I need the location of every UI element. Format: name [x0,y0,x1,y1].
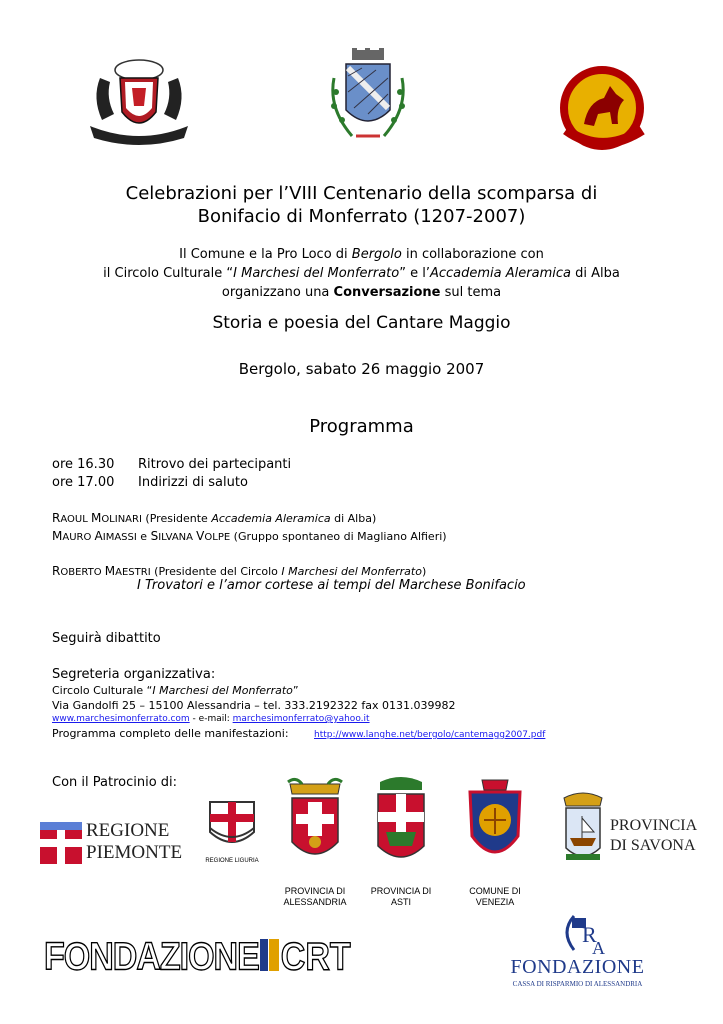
venezia-lion-icon [458,776,532,868]
intro-l2-a: il Circolo Culturale “ [103,266,234,281]
circolo-b: I Marchesi del Monferrato [152,684,293,697]
sc-rest: AOUL [60,514,91,525]
program-link[interactable]: http://www.langhe.net/bergolo/cantemagg2007.pdf [314,730,546,740]
crt-bar-gold [269,939,279,971]
email-link[interactable]: marchesimonferrato@yahoo.it [232,714,370,724]
sc-cap: A [94,529,103,543]
speaker-note-italic: Accademia Aleramica [211,512,331,525]
schedule [52,456,291,492]
savona-line2: DI SAVONA [610,837,696,854]
sc-rest: OLPE [204,532,231,543]
circolo-a: Circolo Culturale “ [52,684,153,697]
alessandria-label [280,886,350,908]
schedule-row [52,474,291,492]
circolo-line [52,683,545,698]
sc-cap: S [150,529,159,543]
piemonte-line1: REGIONE [86,820,170,841]
segreteria-info [52,683,545,743]
speaker-note: (Gruppo spontaneo di Magliano Alfieri) [230,530,447,543]
savona-text [610,816,697,856]
intro-l1-b: Bergolo [351,247,402,262]
accademia-aleramica-seal-icon [554,64,654,156]
intro-l3-c: sul tema [440,285,502,300]
provincia-alessandria-logo [280,776,350,910]
intro-l3-b: Conversazione [333,285,441,300]
crt-left-text: FONDAZIONE [44,935,259,979]
schedule-time: ore 16.30 [52,457,115,472]
liguria-label: REGIONE LIGURIA [205,858,259,864]
fondazione-cra-logo [500,910,655,990]
speaker-note: di Alba) [330,512,377,525]
intro-line-3 [0,283,723,302]
fondazione-crt-logo [44,935,351,979]
sc-cap: R [52,511,61,525]
event-title [0,182,723,228]
intro-l2-e: di Alba [570,266,620,281]
circolo-seal-icon [80,48,198,152]
svg-text:A: A [592,938,605,956]
sc-cap: V [196,529,205,543]
crt-bar-blue [260,939,268,971]
intro-l1-c: in collaborazione con [401,247,544,262]
liguria-shield-icon [204,798,260,854]
intro-l1-a: Il Comune e la Pro Loco di [179,247,352,262]
sc-rest: IMASSI [102,532,137,543]
alessandria-coat-icon [280,776,350,868]
cra-sub: CASSA DI RISPARMIO DI ALESSANDRIA [512,980,643,988]
speaker-note-italic: I Marchesi del Monferrato [281,565,422,578]
venezia-line2: VENEZIA [475,897,515,907]
piemonte-line2: PIEMONTE [86,842,183,863]
intro-text [0,245,723,302]
speaker-conj: e [136,530,151,543]
regione-liguria-logo [204,798,264,874]
savona-coat-icon [556,790,610,870]
schedule-item: Ritrovo dei partecipanti [138,457,292,472]
venezia-label [458,886,532,908]
speaker-note: (Presidente del Circolo [150,565,282,578]
comune-venezia-logo [458,776,532,910]
title-line-2: Bonifacio di Monferrato (1207-2007) [197,206,526,227]
svg-text:R: R [582,922,597,947]
schedule-time: ore 17.00 [52,475,115,490]
venezia-line1: COMUNE DI [469,886,521,896]
address-line: Via Gandolfi 25 – 15100 Alessandria – tel. 333.2192322 fax 0131.039982 [52,699,456,712]
sc-cap: R [52,564,61,578]
asti-label [366,886,436,908]
sc-cap: M [52,529,63,543]
bergolo-coat-of-arms-icon [322,48,414,156]
intro-l2-c: ” e l’ [399,266,430,281]
speaker-2 [52,527,447,547]
schedule-row [52,456,291,474]
intro-l2-d: Accademia Aleramica [429,266,571,281]
sc-rest: AESTRI [115,567,151,578]
provincia-savona-logo [556,790,706,874]
topic-title: Storia e poesia del Cantare Maggio [212,313,511,333]
intro-line-2 [0,264,723,283]
regione-piemonte-text [86,820,182,864]
speaker-1 [52,509,376,529]
segreteria-heading: Segreteria organizzativa: [52,667,216,682]
sc-rest: OLINARI [101,514,142,525]
sc-rest: AURO [62,532,95,543]
intro-l2-b: I Marchesi del Monferrato [233,266,400,281]
programma-heading: Programma [309,416,414,437]
email-label: - e-mail: [189,714,233,724]
intro-line-1 [0,245,723,264]
talk-title: I Trovatori e l’amor cortese ai tempi del Marchese Bonifacio [137,578,526,593]
savona-line1: PROVINCIA [610,817,698,834]
provincia-asti-logo [366,776,436,910]
title-line-1: Celebrazioni per l’VIII Centenario della scomparsa di [125,183,598,204]
sc-rest: OBERTO [60,567,105,578]
sc-rest: ILVANA [158,532,197,543]
circolo-c: ” [292,684,299,697]
program-line [52,726,545,743]
alessandria-line2: ALESSANDRIA [283,897,347,907]
speaker-note: ) [421,565,427,578]
program-label: Programma completo delle manifestazioni: [52,727,289,740]
alessandria-line1: PROVINCIA DI [284,886,346,896]
schedule-item: Indirizzi di saluto [138,475,248,490]
cra-monogram-icon [556,910,616,956]
cra-name: FONDAZIONE [510,956,645,978]
asti-line2: ASTI [390,897,411,907]
sc-cap: M [104,564,116,578]
intro-l3-a: organizzano una [221,285,334,300]
contact-line [52,713,545,726]
asti-line1: PROVINCIA DI [370,886,432,896]
asti-coat-icon [366,776,436,868]
debate-note: Seguirà dibattito [52,631,161,646]
event-date: Bergolo, sabato 26 maggio 2007 [238,360,485,378]
patrocinio-heading: Con il Patrocinio di: [52,775,178,790]
website-link[interactable]: www.marchesimonferrato.com [52,714,190,724]
crt-right-text: CRT [280,935,351,979]
speaker-note: (Presidente [141,512,212,525]
sc-cap: M [90,511,102,525]
piemonte-flag-icon [40,822,82,864]
regione-piemonte-logo [40,820,183,864]
